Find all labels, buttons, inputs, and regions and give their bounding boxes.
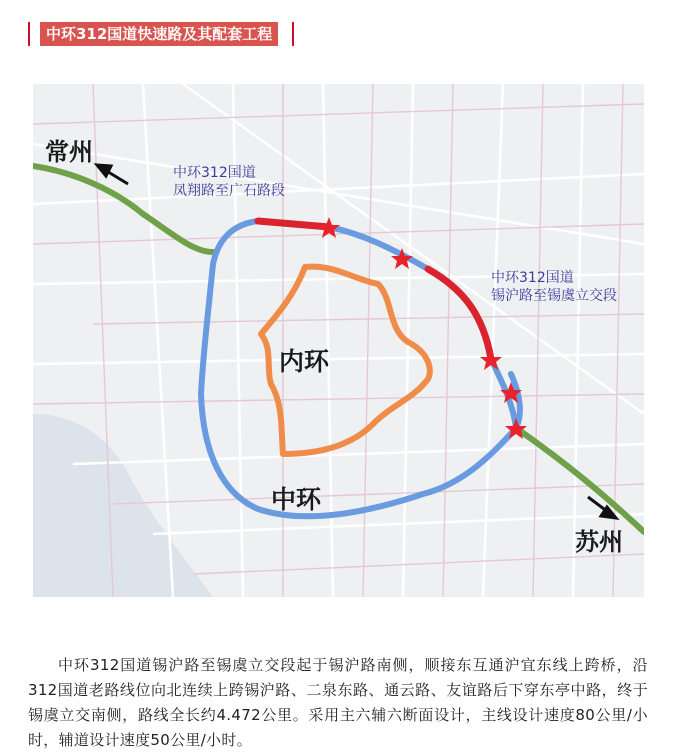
section-title: 中环312国道快速路及其配套工程	[40, 22, 278, 46]
segment-label-fengxiang-line1: 中环312国道	[173, 165, 256, 181]
middle-ring-road	[201, 221, 520, 516]
changzhou-label: 常州	[45, 138, 93, 166]
header-right-bar	[292, 22, 294, 46]
suzhou-label: 苏州	[575, 528, 623, 556]
section-header	[28, 20, 294, 48]
header-left-bar	[28, 22, 30, 46]
lake-area	[33, 414, 213, 597]
segment-label-xihu-line1: 中环312国道	[491, 270, 574, 286]
route-map-image	[33, 84, 644, 597]
segment-label-fengxiang-line2: 凤翔路至广石路段	[173, 183, 285, 199]
segment-label-xihu	[491, 269, 617, 305]
map-drawing	[33, 84, 644, 597]
project-segment-north	[258, 221, 329, 227]
middle-ring-label: 中环	[271, 485, 322, 514]
project-description: 中环312国道锡沪路至锡虞立交段起于锡沪路南侧，顺接东互通沪宜东线上跨桥，沿312国道老路线位向北连续上跨锡沪路、二泉东路、通云路、友谊路后下穿东亭中路，终于锡虞立交南侧，路线全长约4.472公里。采用主六辅六断面设计，主线设计速度80公里/小时，辅道设计速度50公里/小时。	[28, 656, 648, 749]
segment-label-fengxiang	[173, 164, 285, 200]
inner-ring-label: 内环	[279, 347, 330, 376]
segment-label-xihu-line2: 锡沪路至锡虞立交段	[491, 288, 617, 304]
